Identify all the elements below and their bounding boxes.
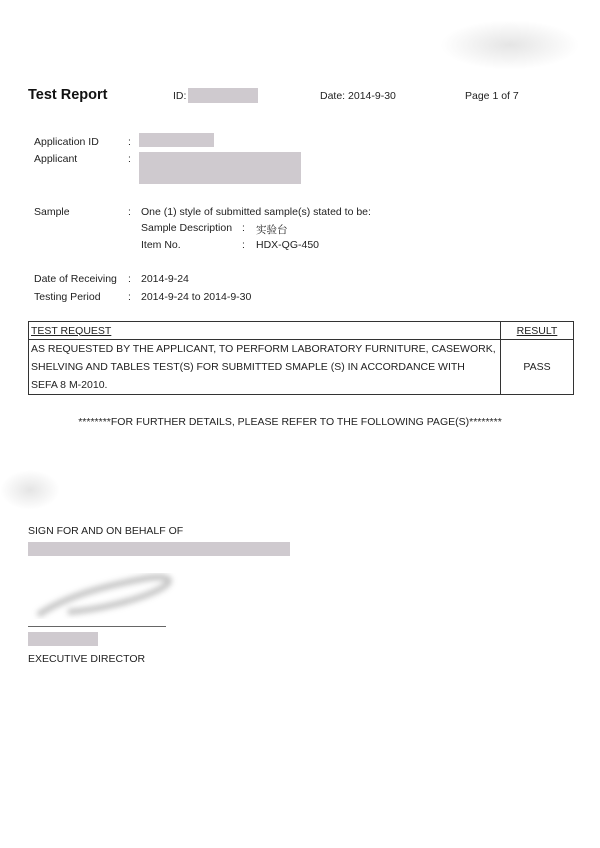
report-title: Test Report — [28, 87, 108, 103]
table-header-row — [29, 322, 574, 340]
redacted-signatory-name — [28, 632, 98, 646]
test-request-header: TEST REQUEST — [29, 322, 501, 340]
scan-smudge — [0, 470, 60, 510]
item-number-label: Item No. — [141, 239, 181, 251]
test-request-line: SHELVING AND TABLES TEST(S) FOR SUBMITTED SMAPLE (S) IN ACCORDANCE WITH — [31, 361, 465, 373]
colon: : — [128, 273, 131, 285]
signature-line — [28, 626, 166, 627]
result-value: PASS — [501, 340, 574, 395]
colon: : — [128, 291, 131, 303]
sign-for-label: SIGN FOR AND ON BEHALF OF — [28, 525, 184, 537]
testing-period-label: Testing Period — [34, 291, 101, 303]
colon: : — [242, 239, 245, 251]
scan-smudge — [440, 20, 580, 70]
redacted-application-id — [139, 133, 214, 147]
date-of-receiving-label: Date of Receiving — [34, 273, 117, 285]
further-details-note: ********FOR FURTHER DETAILS, PLEASE REFER TO THE FOLLOWING PAGE(S)******** — [78, 416, 502, 428]
report-date: Date: 2014-9-30 — [320, 90, 396, 102]
sample-intro: One (1) style of submitted sample(s) stated to be: — [141, 206, 371, 218]
redacted-company-name — [28, 542, 290, 556]
test-request-text — [29, 340, 501, 395]
sample-description-label: Sample Description — [141, 222, 233, 234]
applicant-label: Applicant — [34, 153, 78, 165]
table-row — [29, 340, 574, 395]
test-request-table — [28, 321, 574, 395]
result-header: RESULT — [501, 322, 574, 340]
colon: : — [128, 153, 131, 165]
report-id-label: ID: — [173, 90, 187, 102]
application-id-label: Application ID — [34, 136, 99, 148]
test-request-line: SEFA 8 M-2010. — [31, 379, 108, 391]
colon: : — [128, 206, 131, 218]
item-number-value: HDX-QG-450 — [256, 239, 320, 251]
test-request-line: AS REQUESTED BY THE APPLICANT, TO PERFORM LABORATORY FURNITURE, CASEWORK, — [31, 343, 496, 355]
redacted-applicant — [139, 152, 301, 184]
page-number: Page 1 of 7 — [465, 90, 519, 102]
colon: : — [242, 222, 245, 234]
colon: : — [128, 136, 131, 148]
date-of-receiving-value: 2014-9-24 — [141, 273, 189, 285]
signature-scribble — [28, 560, 208, 630]
redacted-report-id — [188, 88, 258, 103]
signatory-title: EXECUTIVE DIRECTOR — [28, 653, 146, 665]
sample-label: Sample — [34, 206, 70, 218]
sample-description-value: 实验台 — [256, 224, 288, 236]
testing-period-value: 2014-9-24 to 2014-9-30 — [141, 291, 252, 303]
